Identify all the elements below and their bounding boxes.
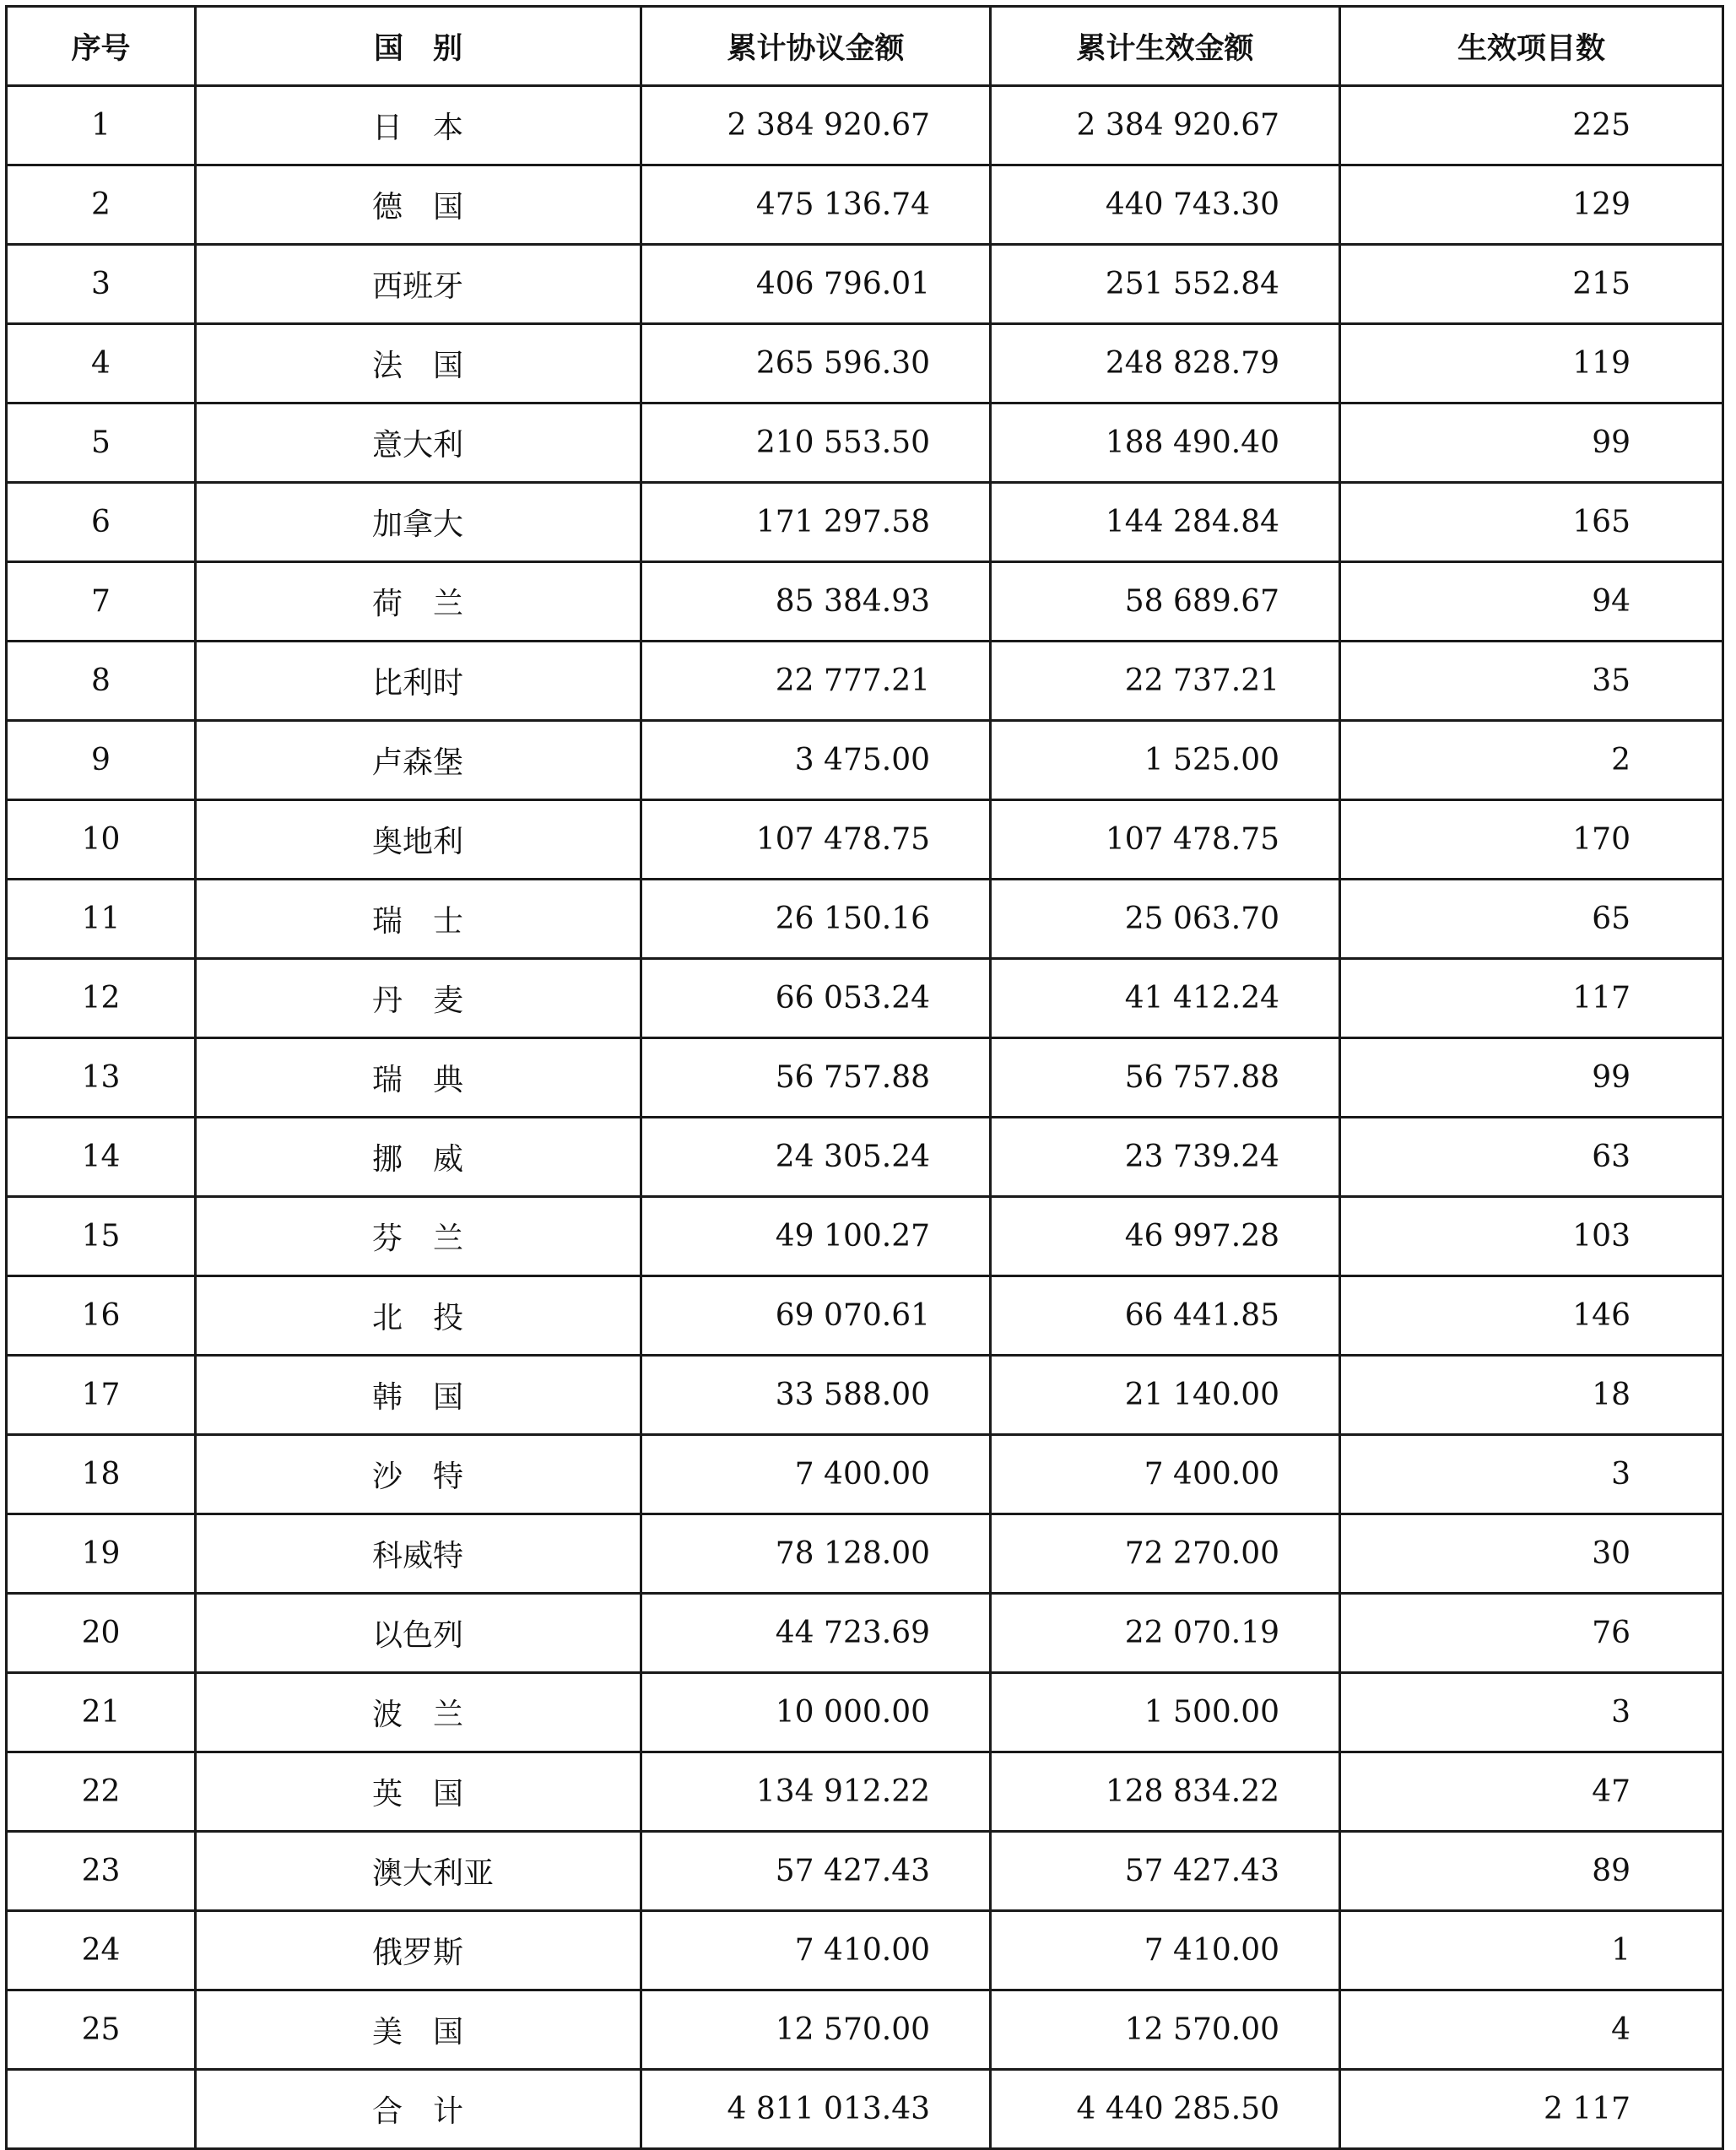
cell-country: 俄罗斯 <box>196 1911 641 1990</box>
cell-agreed-amount: 7 400.00 <box>641 1435 991 1514</box>
cell-project-count: 1 <box>1340 1911 1723 1990</box>
cell-effective-amount: 251 552.84 <box>991 245 1340 324</box>
cell-project-count: 3 <box>1340 1673 1723 1752</box>
cell-effective-amount: 25 063.70 <box>991 880 1340 959</box>
cell-effective-amount: 1 525.00 <box>991 721 1340 800</box>
cell-project-count: 165 <box>1340 483 1723 562</box>
cell-agreed-amount: 85 384.93 <box>641 562 991 642</box>
table-row <box>7 1356 1723 1435</box>
cell-serial-number: 16 <box>7 1276 196 1356</box>
cell-serial-number: 11 <box>7 880 196 959</box>
table-row <box>7 642 1723 721</box>
cell-agreed-amount: 10 000.00 <box>641 1673 991 1752</box>
cell-agreed-amount: 7 410.00 <box>641 1911 991 1990</box>
header-agreed-amount: 累计协议金额 <box>641 7 991 86</box>
cell-project-count: 117 <box>1340 959 1723 1038</box>
cell-agreed-amount: 2 384 920.67 <box>641 86 991 165</box>
cell-effective-amount: 57 427.43 <box>991 1832 1340 1911</box>
cell-serial-number: 18 <box>7 1435 196 1514</box>
cell-country: 比利时 <box>196 642 641 721</box>
header-serial-number: 序号 <box>7 7 196 86</box>
cell-effective-amount: 7 400.00 <box>991 1435 1340 1514</box>
cell-country: 科威特 <box>196 1514 641 1594</box>
table-row <box>7 1197 1723 1276</box>
cell-serial-number: 22 <box>7 1752 196 1832</box>
total-project-count: 2 117 <box>1340 2070 1723 2149</box>
total-row <box>7 2070 1723 2149</box>
cell-serial-number: 6 <box>7 483 196 562</box>
cell-agreed-amount: 33 588.00 <box>641 1356 991 1435</box>
cell-country: 英 国 <box>196 1752 641 1832</box>
cell-country: 瑞 典 <box>196 1038 641 1118</box>
cell-effective-amount: 58 689.67 <box>991 562 1340 642</box>
cell-country: 丹 麦 <box>196 959 641 1038</box>
cell-agreed-amount: 69 070.61 <box>641 1276 991 1356</box>
table-row <box>7 1435 1723 1514</box>
header-effective-amount: 累计生效金额 <box>991 7 1340 86</box>
table-row <box>7 562 1723 642</box>
cell-effective-amount: 2 384 920.67 <box>991 86 1340 165</box>
cell-effective-amount: 21 140.00 <box>991 1356 1340 1435</box>
cell-serial-number: 10 <box>7 800 196 880</box>
cell-effective-amount: 1 500.00 <box>991 1673 1340 1752</box>
cell-serial-number: 19 <box>7 1514 196 1594</box>
cell-country: 沙 特 <box>196 1435 641 1514</box>
cell-effective-amount: 248 828.79 <box>991 324 1340 403</box>
table-row <box>7 1911 1723 1990</box>
cell-project-count: 170 <box>1340 800 1723 880</box>
cell-serial-number: 13 <box>7 1038 196 1118</box>
header-project-count: 生效项目数 <box>1340 7 1723 86</box>
cell-agreed-amount: 22 777.21 <box>641 642 991 721</box>
cell-country: 法 国 <box>196 324 641 403</box>
cell-serial-number: 17 <box>7 1356 196 1435</box>
cell-agreed-amount: 171 297.58 <box>641 483 991 562</box>
cell-country: 波 兰 <box>196 1673 641 1752</box>
table-row <box>7 1752 1723 1832</box>
cell-effective-amount: 22 737.21 <box>991 642 1340 721</box>
table-row <box>7 1832 1723 1911</box>
cell-agreed-amount: 78 128.00 <box>641 1514 991 1594</box>
cell-agreed-amount: 57 427.43 <box>641 1832 991 1911</box>
cell-serial-number: 7 <box>7 562 196 642</box>
cell-serial-number: 1 <box>7 86 196 165</box>
cell-country: 美 国 <box>196 1990 641 2070</box>
cell-effective-amount: 56 757.88 <box>991 1038 1340 1118</box>
total-serial-number <box>7 2070 196 2149</box>
total-effective-amount: 4 440 285.50 <box>991 2070 1340 2149</box>
cell-agreed-amount: 24 305.24 <box>641 1118 991 1197</box>
cell-country: 卢森堡 <box>196 721 641 800</box>
cell-country: 澳大利亚 <box>196 1832 641 1911</box>
cell-serial-number: 9 <box>7 721 196 800</box>
cell-country: 挪 威 <box>196 1118 641 1197</box>
table-row <box>7 880 1723 959</box>
table-row <box>7 324 1723 403</box>
cell-serial-number: 23 <box>7 1832 196 1911</box>
cell-country: 荷 兰 <box>196 562 641 642</box>
cell-serial-number: 25 <box>7 1990 196 2070</box>
cell-project-count: 99 <box>1340 403 1723 483</box>
table-row <box>7 1038 1723 1118</box>
cell-agreed-amount: 3 475.00 <box>641 721 991 800</box>
cell-country: 日 本 <box>196 86 641 165</box>
cell-project-count: 47 <box>1340 1752 1723 1832</box>
cell-project-count: 30 <box>1340 1514 1723 1594</box>
cell-country: 瑞 士 <box>196 880 641 959</box>
cell-country: 西班牙 <box>196 245 641 324</box>
total-label: 合 计 <box>196 2070 641 2149</box>
cell-serial-number: 3 <box>7 245 196 324</box>
table-row <box>7 86 1723 165</box>
cell-effective-amount: 128 834.22 <box>991 1752 1340 1832</box>
table-row <box>7 1673 1723 1752</box>
cell-country: 意大利 <box>196 403 641 483</box>
cell-effective-amount: 23 739.24 <box>991 1118 1340 1197</box>
cell-project-count: 35 <box>1340 642 1723 721</box>
cell-effective-amount: 72 270.00 <box>991 1514 1340 1594</box>
cell-agreed-amount: 56 757.88 <box>641 1038 991 1118</box>
cell-project-count: 103 <box>1340 1197 1723 1276</box>
table-header <box>7 7 1723 86</box>
cell-project-count: 215 <box>1340 245 1723 324</box>
cell-country: 芬 兰 <box>196 1197 641 1276</box>
cell-country: 加拿大 <box>196 483 641 562</box>
cell-effective-amount: 22 070.19 <box>991 1594 1340 1673</box>
cell-serial-number: 8 <box>7 642 196 721</box>
total-agreed-amount: 4 811 013.43 <box>641 2070 991 2149</box>
cell-serial-number: 12 <box>7 959 196 1038</box>
cell-country: 德 国 <box>196 165 641 245</box>
cell-agreed-amount: 210 553.50 <box>641 403 991 483</box>
table-row <box>7 245 1723 324</box>
cell-serial-number: 5 <box>7 403 196 483</box>
cell-effective-amount: 46 997.28 <box>991 1197 1340 1276</box>
table-row <box>7 165 1723 245</box>
cell-agreed-amount: 265 596.30 <box>641 324 991 403</box>
cell-agreed-amount: 475 136.74 <box>641 165 991 245</box>
cell-serial-number: 4 <box>7 324 196 403</box>
cell-country: 韩 国 <box>196 1356 641 1435</box>
table-footer <box>7 2070 1723 2149</box>
table-row <box>7 800 1723 880</box>
table-row <box>7 483 1723 562</box>
cell-project-count: 225 <box>1340 86 1723 165</box>
table-row <box>7 1990 1723 2070</box>
table-row <box>7 721 1723 800</box>
cell-serial-number: 2 <box>7 165 196 245</box>
cell-effective-amount: 188 490.40 <box>991 403 1340 483</box>
table-row <box>7 1594 1723 1673</box>
cell-project-count: 76 <box>1340 1594 1723 1673</box>
cell-project-count: 4 <box>1340 1990 1723 2070</box>
cell-project-count: 3 <box>1340 1435 1723 1514</box>
cell-agreed-amount: 49 100.27 <box>641 1197 991 1276</box>
cell-project-count: 119 <box>1340 324 1723 403</box>
cell-agreed-amount: 134 912.22 <box>641 1752 991 1832</box>
cell-serial-number: 24 <box>7 1911 196 1990</box>
cell-serial-number: 15 <box>7 1197 196 1276</box>
table-row <box>7 403 1723 483</box>
cell-agreed-amount: 12 570.00 <box>641 1990 991 2070</box>
cell-agreed-amount: 44 723.69 <box>641 1594 991 1673</box>
cell-effective-amount: 12 570.00 <box>991 1990 1340 2070</box>
cell-country: 以色列 <box>196 1594 641 1673</box>
table-body <box>7 86 1723 2070</box>
table-row <box>7 1118 1723 1197</box>
cell-project-count: 146 <box>1340 1276 1723 1356</box>
cell-effective-amount: 66 441.85 <box>991 1276 1340 1356</box>
cell-project-count: 65 <box>1340 880 1723 959</box>
cell-agreed-amount: 406 796.01 <box>641 245 991 324</box>
header-country: 国 别 <box>196 7 641 86</box>
cell-project-count: 89 <box>1340 1832 1723 1911</box>
table-row <box>7 1276 1723 1356</box>
cell-project-count: 63 <box>1340 1118 1723 1197</box>
cell-country: 奥地利 <box>196 800 641 880</box>
header-row <box>7 7 1723 86</box>
cell-agreed-amount: 26 150.16 <box>641 880 991 959</box>
table-row <box>7 959 1723 1038</box>
cell-effective-amount: 41 412.24 <box>991 959 1340 1038</box>
cell-agreed-amount: 66 053.24 <box>641 959 991 1038</box>
cell-serial-number: 21 <box>7 1673 196 1752</box>
cell-project-count: 99 <box>1340 1038 1723 1118</box>
cell-project-count: 129 <box>1340 165 1723 245</box>
cell-effective-amount: 107 478.75 <box>991 800 1340 880</box>
cell-serial-number: 14 <box>7 1118 196 1197</box>
cell-serial-number: 20 <box>7 1594 196 1673</box>
cell-effective-amount: 144 284.84 <box>991 483 1340 562</box>
cell-project-count: 2 <box>1340 721 1723 800</box>
cell-project-count: 18 <box>1340 1356 1723 1435</box>
table-row <box>7 1514 1723 1594</box>
cell-effective-amount: 7 410.00 <box>991 1911 1340 1990</box>
cell-effective-amount: 440 743.30 <box>991 165 1340 245</box>
statistics-table <box>5 5 1724 2150</box>
cell-agreed-amount: 107 478.75 <box>641 800 991 880</box>
cell-country: 北 投 <box>196 1276 641 1356</box>
cell-project-count: 94 <box>1340 562 1723 642</box>
